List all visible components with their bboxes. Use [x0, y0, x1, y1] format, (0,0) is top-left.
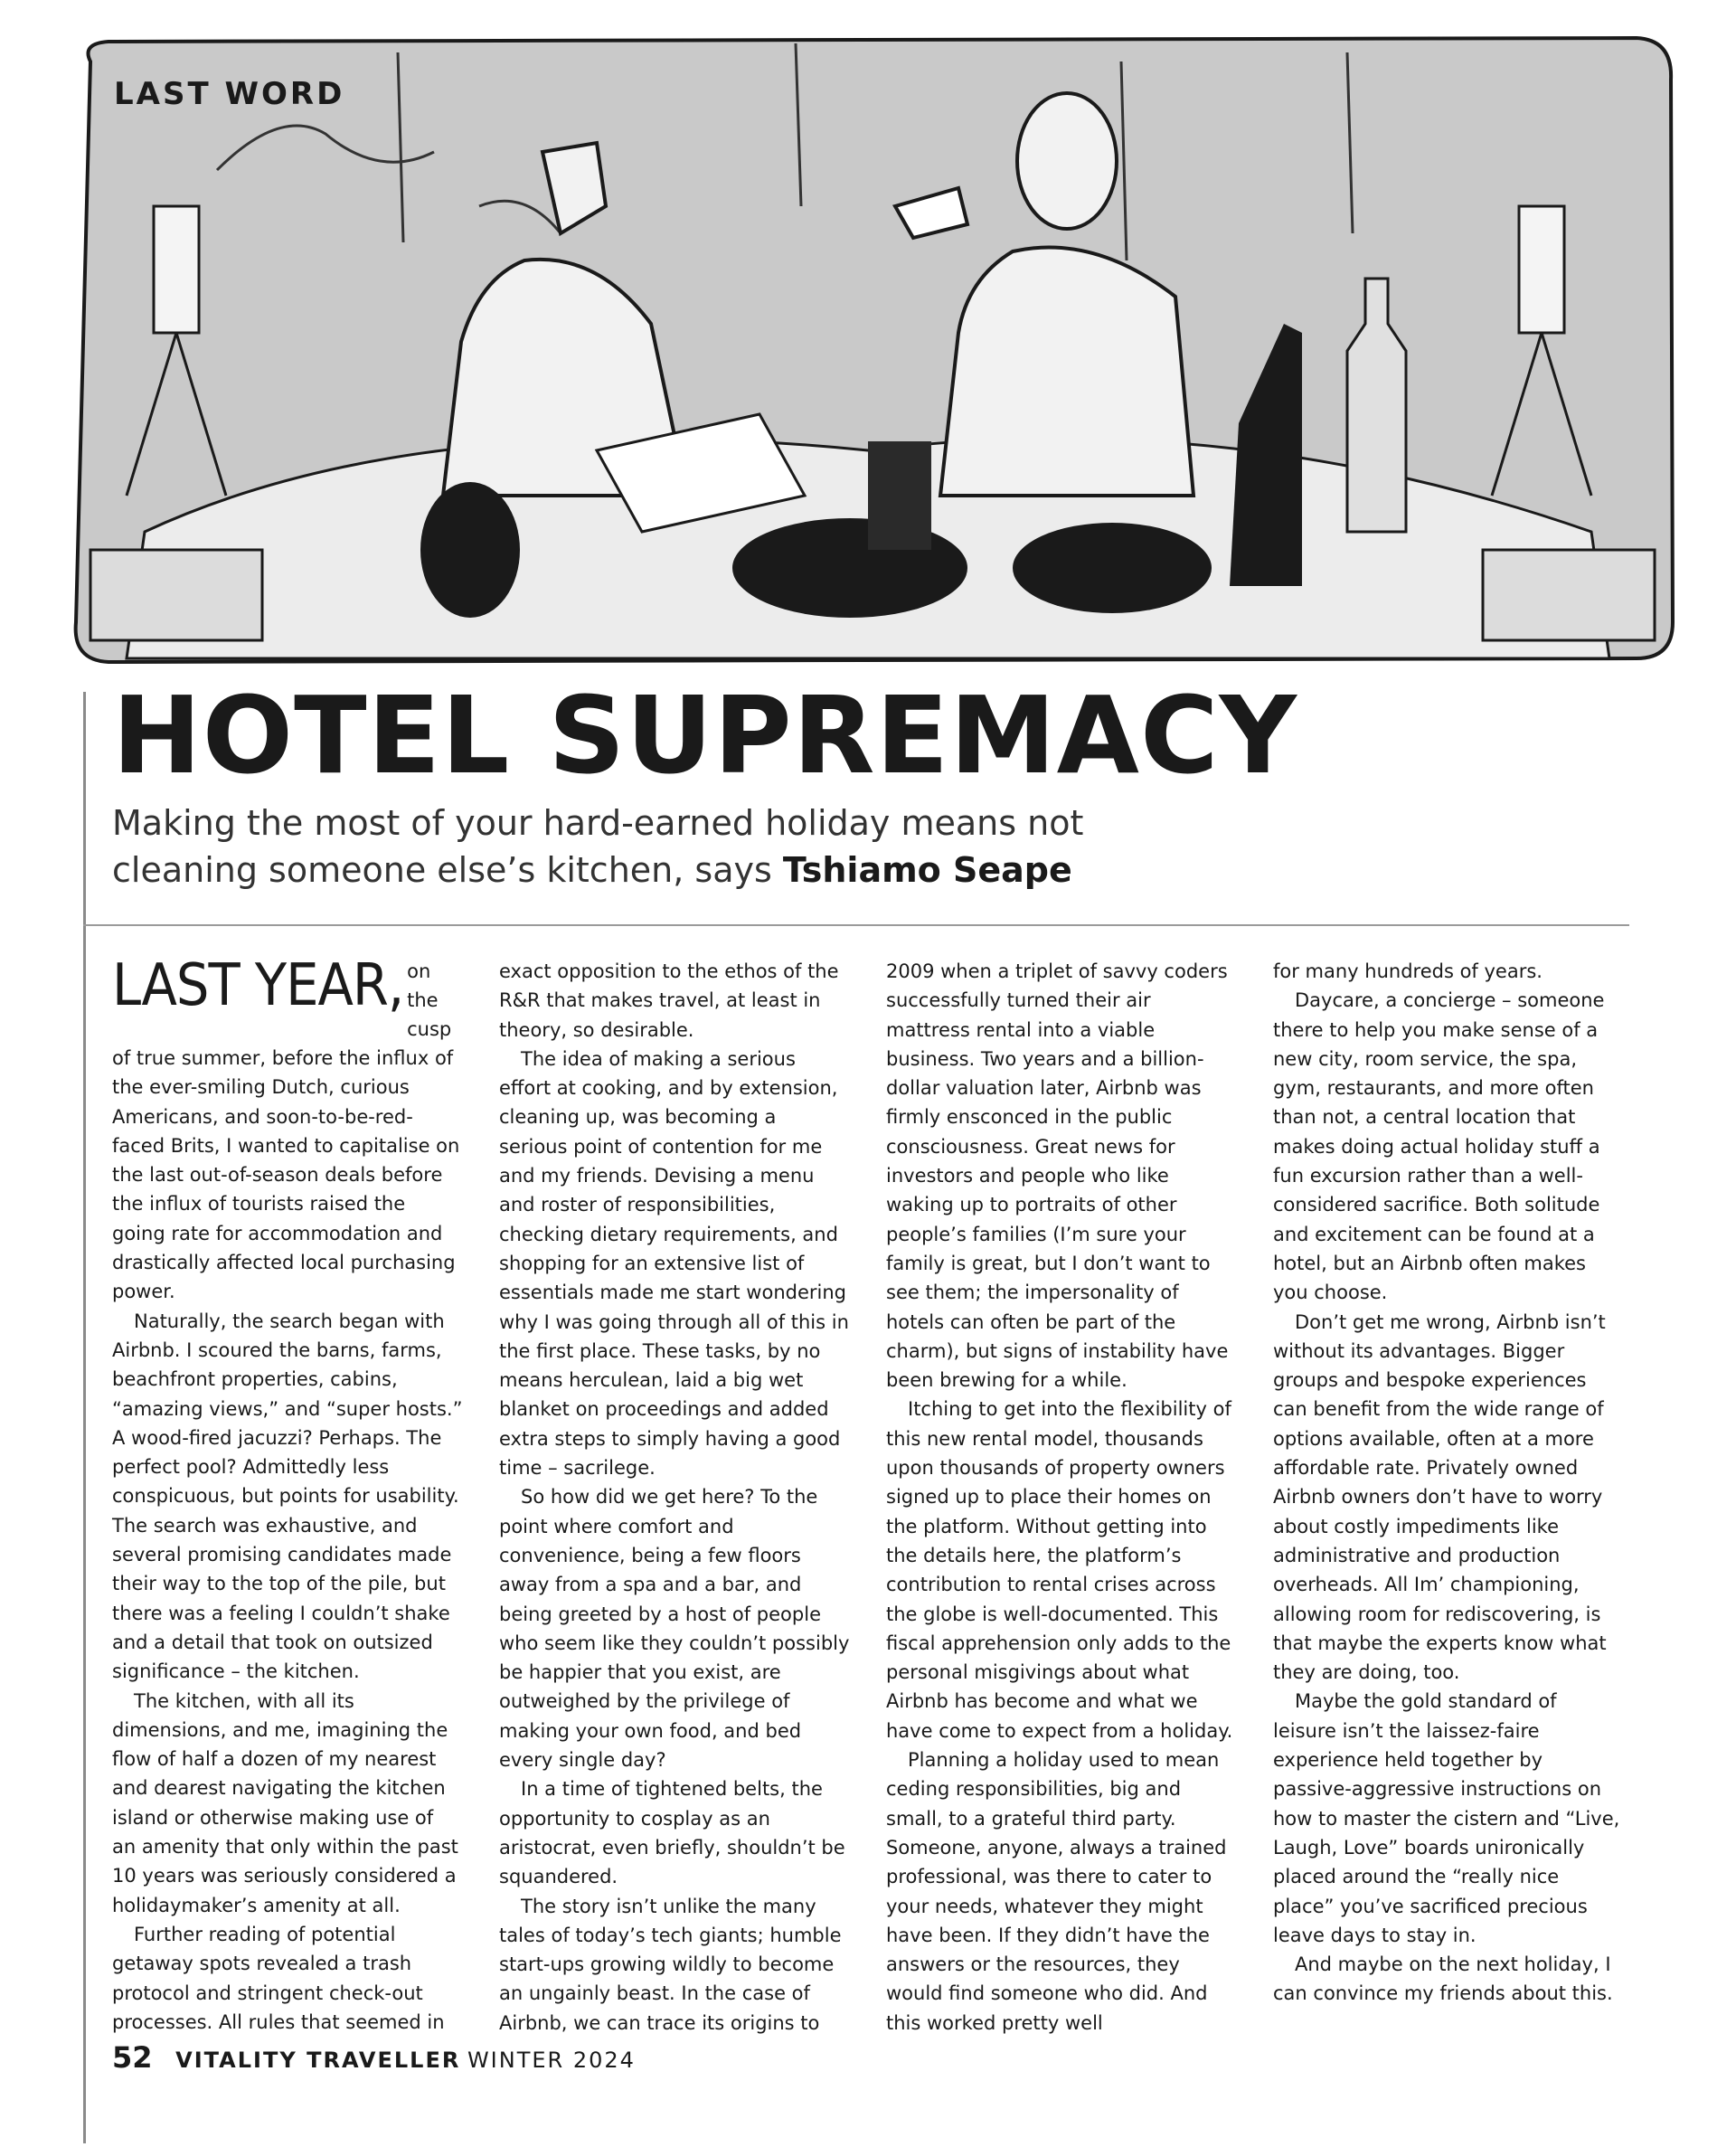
lead-line	[112, 952, 463, 1044]
paragraph: The idea of making a serious effort at cooking, and by extension, cleaning up, was becoming a serious point of contention for me and my friends. Devising a menu and roster of responsibilities, checking dietary requirements, and shopping for an extensive list of essentials made me start wondering why I was going through all of this in the first place. These tasks, by no means herculean, laid a big wet blanket on proceedings and added extra steps to simply having a good time – sacrilege.	[499, 1047, 849, 1480]
article-body	[112, 952, 1624, 2034]
paragraph: exact opposition to the ethos of the R&R that makes travel, at least in theory, so desirable.	[499, 960, 839, 1041]
headline: HOTEL SUPREMACY	[112, 673, 1297, 798]
paragraph: Don’t get me wrong, Airbnb isn’t without its advantages. Bigger groups and bespoke experiences can benefit from the wide range of options available, often at a more affordable rate. Privately owned Airbnb owners don’t have to worry about costly impediments like administrative and production overheads. All Im’ championing, allowing room for rediscovering, is that maybe the experts know what they are doing, too.	[1273, 1310, 1607, 1684]
article-column-1	[112, 952, 463, 2033]
paragraph: Daycare, a concierge – someone there to help you make sense of a new city, room service, the spa, gym, restaurants, and more often than not, a central location that makes doing actual holiday stuff a fun excursion rather than a well-considered sacrifice. Both solitude and excitement can be found at a hotel, but an Airbnb often makes you choose.	[1273, 989, 1605, 1304]
lead-tail: on the cusp	[407, 960, 452, 1040]
paragraph: of true summer, before the influx of the ever-smiling Dutch, curious Americans, and soon-to-be-red-faced Brits, I wanted to capitalise on the last out-of-season deals before the influx of tourists raised the going rate for accommodation and drastically affected local purchasing power.	[112, 1047, 460, 1303]
article-column-4	[1273, 957, 1624, 2006]
magazine-name: VITALITY TRAVELLER	[175, 2048, 461, 2073]
dropcap-lead: LAST YEAR,	[112, 952, 404, 1019]
page-footer	[112, 2040, 636, 2075]
paragraph: Maybe the gold standard of leisure isn’t the laissez-faire experience held together by passive-aggressive instructions on how to master the cistern and “Live, Laugh, Love” boards unironically placed around the “really nice place” you’ve sacrificed precious leave days to stay in.	[1273, 1690, 1620, 1946]
paragraph: Planning a holiday used to mean ceding responsibilities, big and small, to a grateful third party. Someone, anyone, always a trained professional, was there to cater to your needs, whatever they might have been. If they didn’t have the answers or the resources, they would find someone who did. And this worked pretty well	[886, 1749, 1227, 2034]
horizontal-rule	[83, 924, 1629, 926]
author-name: Tshiamo Seape	[782, 850, 1072, 890]
paragraph: for many hundreds of years.	[1273, 960, 1543, 982]
standfirst-text: Making the most of your hard-earned holiday means not cleaning someone else’s kitchen, says	[112, 803, 1084, 890]
paragraph: In a time of tightened belts, the opportunity to cosplay as an aristocrat, even briefly, shouldn’t be squandered.	[499, 1778, 845, 1888]
paragraph: Itching to get into the flexibility of this new rental model, thousands upon thousands of property owners signed up to place their homes on the platform. Without getting into the details here, the platform’s contribution to rental crises across the globe is well-documented. This fiscal apprehension only adds to the personal misgivings about what Airbnb has become and what we have come to expect from a holiday.	[886, 1398, 1233, 1742]
section-label: LAST WORD	[114, 76, 345, 112]
sketch-drawing	[54, 25, 1682, 676]
issue-date: WINTER 2024	[467, 2048, 636, 2073]
left-vertical-rule	[83, 692, 86, 2143]
article-column-3	[886, 957, 1237, 2034]
paragraph: The story isn’t unlike the many tales of today’s tech giants; humble start-ups growing wildly to become an ungainly beast. In the case of Airbnb, we can trace its origins to	[499, 1895, 842, 2034]
paragraph: The kitchen, with all its dimensions, and me, imagining the flow of half a dozen of my nearest and dearest navigating the kitchen island or otherwise making use of an amenity that only within the past 10 years was seriously considered a holidaymaker’s amenity at all.	[112, 1689, 458, 1916]
hero-illustration	[54, 25, 1682, 676]
paragraph: Further reading of potential getaway spots revealed a trash protocol and stringent check-out processes. All rules that seemed in	[112, 1923, 445, 2033]
article-column-2	[499, 957, 850, 2034]
paragraph: Naturally, the search began with Airbnb. I scoured the barns, farms, beachfront properties, cabins, “amazing views,” and “super hosts.” A wood-fired jacuzzi? Perhaps. The perfect pool? Admittedly less conspicuous, but points for usability. The search was exhaustive, and several promising candidates made their way to the top of the pile, but there was a feeling I couldn’t shake and a detail that took on outsized significance – the kitchen.	[112, 1310, 463, 1683]
paragraph: And maybe on the next holiday, I can convince my friends about this.	[1273, 1953, 1613, 2005]
standfirst	[112, 799, 1197, 894]
paragraph: So how did we get here? To the point where comfort and convenience, being a few floors away from a spa and a bar, and being greeted by a host of people who seem like they couldn’t possibly be happier that you exist, are outweighed by the privilege of making your own food, and bed every single day?	[499, 1486, 850, 1772]
page-number: 52	[112, 2040, 153, 2075]
paragraph: 2009 when a triplet of savvy coders successfully turned their air mattress rental into a viable business. Two years and a billion-dollar valuation later, Airbnb was firmly ensconced in the public consciousness. Great news for investors and people who like waking up to portraits of other people’s families (I’m sure your family is great, but I don’t want to see them; the impersonality of hotels can often be part of the charm), but signs of instability have been brewing for a while.	[886, 960, 1229, 1392]
